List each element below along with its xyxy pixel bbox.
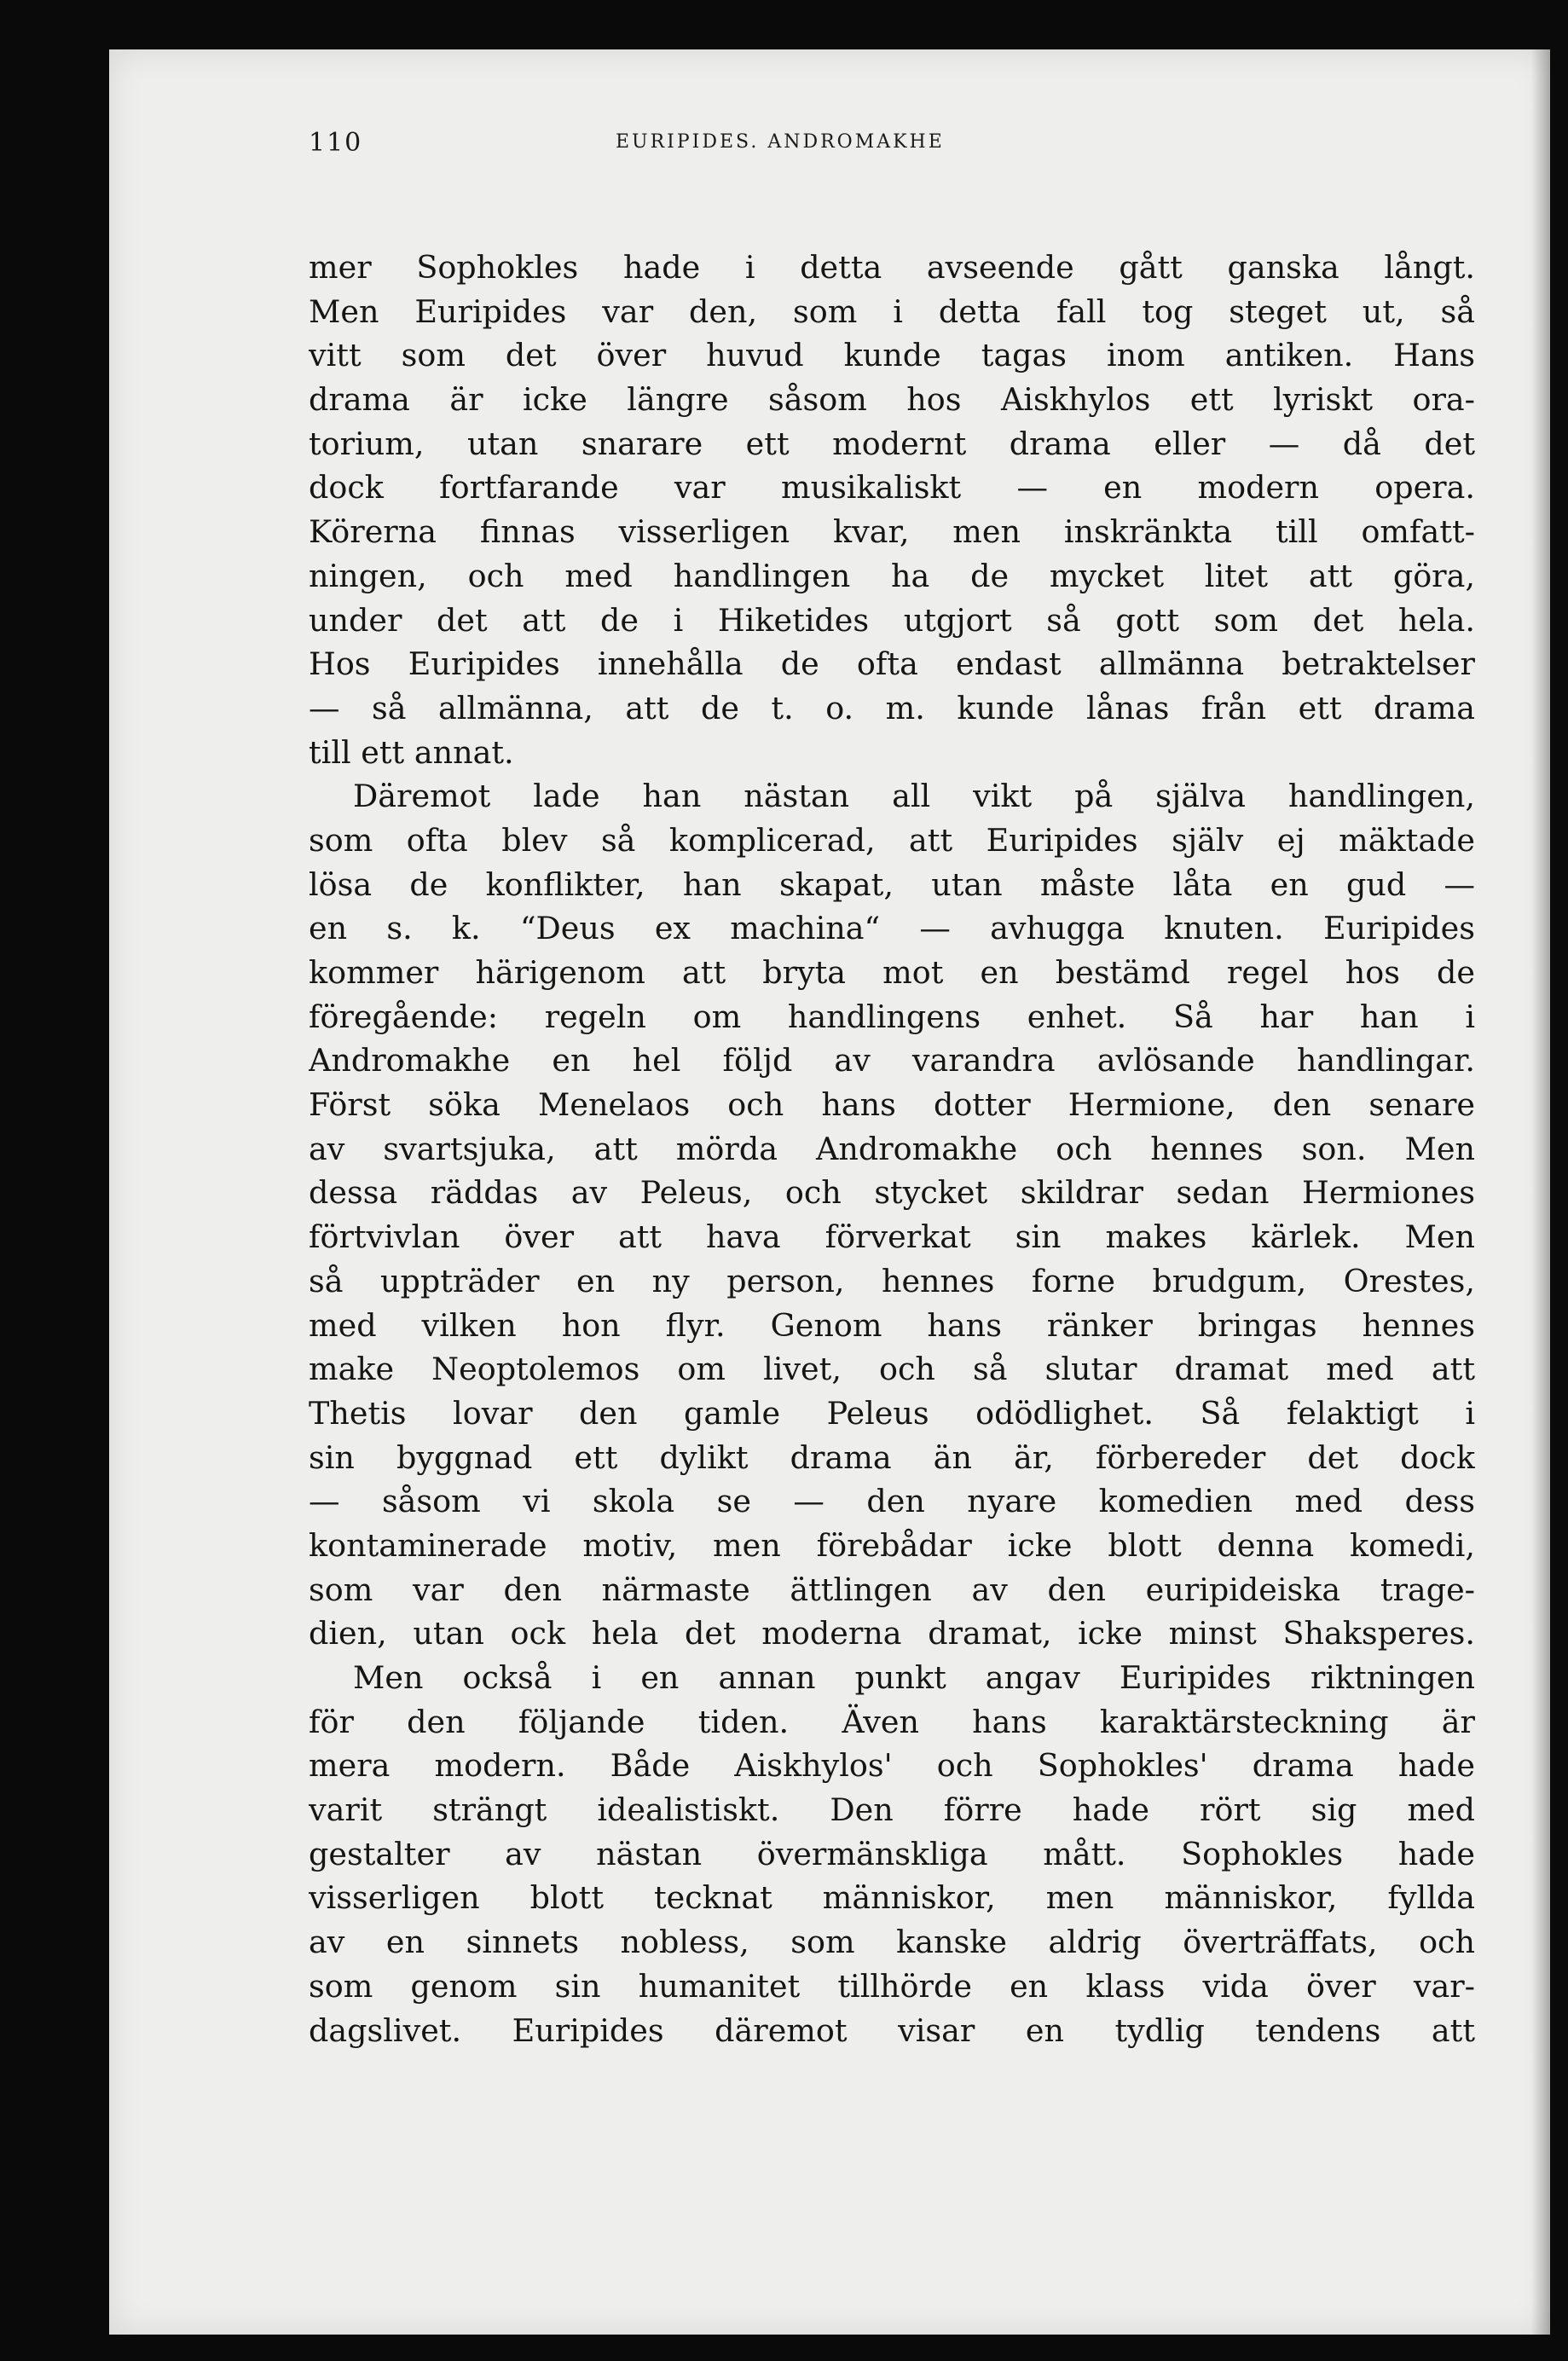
text-line: — så allmänna, att de t. o. m. kunde lånas från ett drama — [309, 689, 1475, 726]
text-line: av svartsjuka, att mörda Andromakhe och hennes son. Men — [309, 1130, 1475, 1167]
text-line: av en sinnets nobless, som kanske aldrig överträffats, och — [309, 1924, 1475, 1961]
text-line: med vilken hon flyr. Genom hans ränker bringas hennes — [309, 1306, 1475, 1344]
text-line: en s. k. “Deus ex machina“ — avhugga knuten. Euripides — [309, 910, 1475, 947]
text-line: make Neoptolemos om livet, och så slutar dramat med att — [309, 1351, 1475, 1388]
running-title: EURIPIDES. ANDROMAKHE — [616, 131, 945, 153]
text-line: dock fortfarande var musikaliskt — en modern opera. — [309, 469, 1475, 506]
text-line: sin byggnad ett dylikt drama än är, förbereder det dock — [309, 1438, 1475, 1476]
text-line: föregående: regeln om handlingens enhet. Så har han i — [309, 998, 1475, 1035]
text-line: — såsom vi skola se — den nyare komedien med dess — [309, 1483, 1475, 1520]
text-line: som var den närmaste ättlingen av den euripideiska trage- — [309, 1571, 1475, 1608]
text-line: Först söka Menelaos och hans dotter Hermione, den senare — [309, 1086, 1475, 1124]
text-line: Men också i en annan punkt angav Euripides riktningen — [353, 1659, 1475, 1696]
text-line: till ett annat. — [309, 733, 514, 771]
text-line: lösa de konflikter, han skapat, utan måste låta en gud — — [309, 865, 1475, 903]
text-line: Men Euripides var den, som i detta fall tog steget ut, så — [309, 292, 1475, 330]
body-text — [309, 246, 1475, 2052]
text-line: mera modern. Både Aiskhylos' och Sophokles' drama hade — [309, 1747, 1475, 1785]
text-line: torium, utan snarare ett modernt drama eller — då det — [309, 425, 1475, 462]
text-line: dessa räddas av Peleus, och stycket skildrar sedan Hermiones — [309, 1174, 1475, 1212]
text-line: för den följande tiden. Även hans karaktärsteckning är — [309, 1703, 1475, 1740]
text-line: som genom sin humanitet tillhörde en klass vida över var- — [309, 1967, 1475, 2005]
text-line: Körerna finnas visserligen kvar, men inskränkta till omfatt- — [309, 513, 1475, 551]
text-line: kontaminerade motiv, men förebådar icke blott denna komedi, — [309, 1526, 1475, 1564]
text-line: under det att de i Hiketides utgjort så gott som det hela. — [309, 601, 1475, 639]
text-line: kommer härigenom att bryta mot en bestämd regel hos de — [309, 954, 1475, 991]
page-edge-shadow — [1531, 49, 1550, 2335]
text-line: Thetis lovar den gamle Peleus odödlighet. Så felaktigt i — [309, 1394, 1475, 1432]
text-line: Andromakhe en hel följd av varandra avlösande handlingar. — [309, 1042, 1475, 1079]
text-line: dagslivet. Euripides däremot visar en tydlig tendens att — [309, 2011, 1475, 2049]
page-number: 110 — [309, 128, 363, 158]
text-line: drama är icke längre såsom hos Aiskhylos ett lyriskt ora- — [309, 381, 1475, 419]
text-line: så uppträder en ny person, hennes forne brudgum, Orestes, — [309, 1262, 1475, 1299]
text-line: dien, utan ock hela det moderna dramat, icke minst Shaksperes. — [309, 1615, 1475, 1652]
text-line: varit strängt idealistiskt. Den förre hade rört sig med — [309, 1791, 1475, 1829]
text-line: Däremot lade han nästan all vikt på själva handlingen, — [353, 778, 1475, 815]
text-line: förtvivlan över att hava förverkat sin makes kärlek. Men — [309, 1218, 1475, 1256]
text-line: vitt som det över huvud kunde tagas inom antiken. Hans — [309, 337, 1475, 374]
text-line: visserligen blott tecknat människor, men människor, fyllda — [309, 1879, 1475, 1917]
text-line: mer Sophokles hade i detta avseende gått ganska långt. — [309, 249, 1475, 286]
text-line: ningen, och med handlingen ha de mycket litet att göra, — [309, 557, 1475, 594]
text-line: som ofta blev så komplicerad, att Euripides själv ej mäktade — [309, 821, 1475, 859]
text-line: gestalter av nästan övermänskliga mått. Sophokles hade — [309, 1835, 1475, 1872]
text-line: Hos Euripides innehålla de ofta endast allmänna betraktelser — [309, 645, 1475, 683]
running-header — [309, 128, 1475, 162]
